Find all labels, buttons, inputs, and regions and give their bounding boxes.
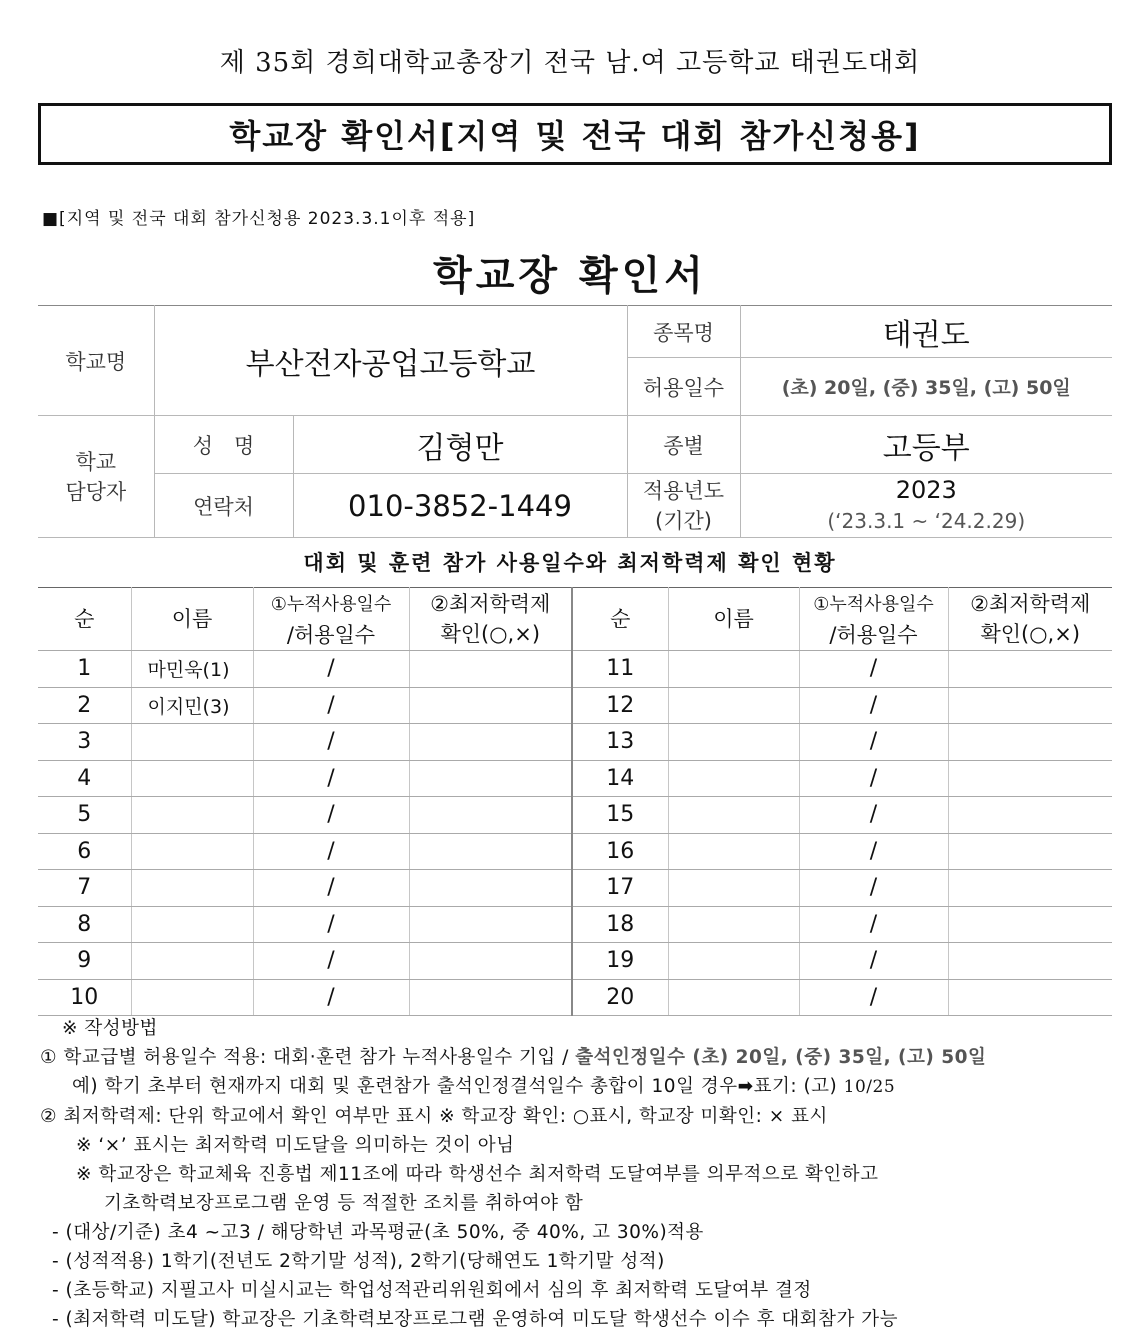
row-no-left: 1 xyxy=(38,651,131,688)
detail-4-text: - (최저학력 미도달) 학교장은 기초학력보장프로그램 운영하여 미도달 학생선수 이수 후 대회참가 가능 xyxy=(52,1309,899,1330)
col-check-left-line2: 확인(○,×) xyxy=(440,622,541,646)
event-title: 제 35회 경희대학교총장기 전국 남.여 고등학교 태권도대회 xyxy=(219,48,921,78)
row-days-left: / xyxy=(253,870,409,907)
year-label xyxy=(627,474,740,538)
row-no-left: 2 xyxy=(38,687,131,724)
col-days-left-line2: /허용일수 xyxy=(286,623,376,647)
contact-label: 연락처 xyxy=(154,474,293,538)
table-row xyxy=(38,906,1112,943)
row-days-right: / xyxy=(799,687,948,724)
row-check-right xyxy=(948,651,1112,688)
table-row xyxy=(38,687,1112,724)
note-2-sub-2-cont xyxy=(40,1189,1120,1218)
col-check-left xyxy=(409,588,572,651)
row-check-left xyxy=(409,687,572,724)
row-check-right xyxy=(948,760,1112,797)
table-row xyxy=(38,797,1112,834)
row-check-right xyxy=(948,724,1112,761)
sport-label: 종목명 xyxy=(627,306,740,358)
detail-1 xyxy=(40,1218,1120,1247)
row-days-left: / xyxy=(253,943,409,980)
table-row xyxy=(38,943,1112,980)
row-no-left: 4 xyxy=(38,760,131,797)
row-no-right: 20 xyxy=(572,979,668,1016)
col-check-right xyxy=(948,588,1112,651)
col-check-right-line2: 확인(○,×) xyxy=(980,622,1081,646)
row-name-right xyxy=(668,906,799,943)
row-check-right xyxy=(948,797,1112,834)
status-table xyxy=(38,587,1112,1016)
row-name-right xyxy=(668,833,799,870)
school-value: 부산전자공업고등학교 xyxy=(154,306,627,416)
row-check-left xyxy=(409,870,572,907)
row-days-right: / xyxy=(799,797,948,834)
division-label: 종별 xyxy=(627,416,740,474)
row-name-left xyxy=(131,979,253,1016)
note-1-example xyxy=(40,1072,1120,1102)
row-name-right xyxy=(668,760,799,797)
row-name-right xyxy=(668,979,799,1016)
sport-value: 태권도 xyxy=(740,306,1112,358)
info-table xyxy=(38,305,1112,538)
col-name-left: 이름 xyxy=(131,588,253,651)
row-days-left: / xyxy=(253,797,409,834)
year-cell xyxy=(740,474,1112,538)
table-row xyxy=(38,870,1112,907)
row-name-left xyxy=(131,943,253,980)
row-days-left: / xyxy=(253,651,409,688)
row-name-right xyxy=(668,651,799,688)
note-2-text: ② 최저학력제: 단위 학교에서 확인 여부만 표시 ※ 학교장 확인: ○표시, 학교장 미확인: × 표시 xyxy=(40,1106,828,1127)
status-heading: 대회 및 훈련 참가 사용일수와 최저학력제 확인 현황 xyxy=(303,551,837,575)
section-note: ■[지역 및 전국 대회 참가신청용 2023.3.1이후 적용] xyxy=(42,209,476,229)
row-check-left xyxy=(409,833,572,870)
detail-3-text: - (초등학교) 지필고사 미실시교는 학업성적관리위원회에서 심의 후 최저학력 도달여부 결정 xyxy=(52,1280,812,1301)
note-2-sub-1-text: ※ ‘×’ 표시는 최저학력 미도달을 의미하는 것이 아님 xyxy=(76,1135,515,1156)
status-header-row xyxy=(38,588,1112,651)
col-check-right-line1: ②최저학력제 xyxy=(970,592,1091,616)
row-no-right: 15 xyxy=(572,797,668,834)
row-days-left: / xyxy=(253,833,409,870)
allow-label: 허용일수 xyxy=(627,358,740,416)
row-check-left xyxy=(409,651,572,688)
row-check-right xyxy=(948,687,1112,724)
period-value: (‘23.3.1 ~ ‘24.2.29) xyxy=(827,509,1026,533)
col-days-right-line2: /허용일수 xyxy=(829,623,918,647)
note-1-mark-value: 10/25 xyxy=(843,1077,896,1097)
row-no-right: 13 xyxy=(572,724,668,761)
col-days-left xyxy=(253,588,409,651)
note-2-sub-2-text: ※ 학교장은 학교체육 진흥법 제11조에 따라 학생선수 최저학력 도달여부를 의무적으로 확인하고 xyxy=(76,1164,879,1185)
col-days-left-line1: ①누적사용일수 xyxy=(270,594,392,615)
row-check-left xyxy=(409,760,572,797)
row-no-left: 9 xyxy=(38,943,131,980)
row-days-left: / xyxy=(253,906,409,943)
detail-2 xyxy=(40,1247,1120,1276)
row-days-right: / xyxy=(799,943,948,980)
document-title: 학교장 확인서[지역 및 전국 대회 참가신청용] xyxy=(38,103,1112,165)
row-days-right: / xyxy=(799,833,948,870)
row-no-left: 5 xyxy=(38,797,131,834)
note-1-text: ① 학교급별 허용일수 적용: 대회·훈련 참가 누적사용일수 기입 / xyxy=(40,1047,576,1068)
row-days-right: / xyxy=(799,724,948,761)
row-days-right: / xyxy=(799,760,948,797)
row-no-left: 10 xyxy=(38,979,131,1016)
row-check-left xyxy=(409,906,572,943)
row-days-left: / xyxy=(253,979,409,1016)
row-no-left: 7 xyxy=(38,870,131,907)
row-check-right xyxy=(948,870,1112,907)
division-value: 고등부 xyxy=(740,416,1112,474)
name-value: 김형만 xyxy=(293,416,627,474)
detail-1-text: - (대상/기준) 초4 ~고3 / 해당학년 과목평균(초 50%, 중 40%, 고 30%)적용 xyxy=(52,1222,704,1243)
row-days-right: / xyxy=(799,870,948,907)
col-no-left: 순 xyxy=(38,588,131,651)
note-2 xyxy=(40,1102,1120,1131)
row-check-left xyxy=(409,979,572,1016)
row-name-left: 이지민(3) xyxy=(131,687,253,724)
row-name-left xyxy=(131,870,253,907)
row-name-left xyxy=(131,797,253,834)
table-row xyxy=(38,760,1112,797)
school-label: 학교명 xyxy=(38,306,154,416)
row-no-right: 19 xyxy=(572,943,668,980)
row-days-left: / xyxy=(253,724,409,761)
row-days-left: / xyxy=(253,760,409,797)
col-name-right: 이름 xyxy=(668,588,799,651)
row-check-right xyxy=(948,979,1112,1016)
col-days-right xyxy=(799,588,948,651)
allow-value: (초) 20일, (중) 35일, (고) 50일 xyxy=(740,358,1112,416)
row-no-right: 14 xyxy=(572,760,668,797)
row-name-right xyxy=(668,797,799,834)
table-row xyxy=(38,979,1112,1016)
row-name-right xyxy=(668,870,799,907)
row-name-left: 마민욱(1) xyxy=(131,651,253,688)
right-arrow-icon: ➡ xyxy=(737,1076,754,1097)
note-2-sub-2 xyxy=(40,1160,1120,1189)
notes-title-text: ※ 작성방법 xyxy=(62,1018,158,1039)
detail-2-text: - (성적적용) 1학기(전년도 2학기말 성적), 2학기(당해연도 1학기말 성적) xyxy=(52,1251,665,1272)
note-1 xyxy=(40,1043,1120,1072)
year-value: 2023 xyxy=(895,476,957,504)
row-name-right xyxy=(668,687,799,724)
manager-label-line1: 학교 xyxy=(75,449,117,474)
manager-label xyxy=(38,416,154,538)
contact-value: 010-3852-1449 xyxy=(293,474,627,538)
detail-3 xyxy=(40,1276,1120,1305)
row-no-right: 11 xyxy=(572,651,668,688)
manager-label-line2: 담당자 xyxy=(65,479,127,504)
row-name-left xyxy=(131,724,253,761)
table-row xyxy=(38,724,1112,761)
row-name-left xyxy=(131,833,253,870)
row-check-right xyxy=(948,906,1112,943)
row-no-left: 3 xyxy=(38,724,131,761)
row-name-left xyxy=(131,760,253,797)
name-label: 성 명 xyxy=(154,416,293,474)
row-check-right xyxy=(948,833,1112,870)
row-no-right: 12 xyxy=(572,687,668,724)
detail-4 xyxy=(40,1305,1120,1334)
note-1-example-text: 예) 학기 초부터 현재까지 대회 및 훈련참가 출석인정결석일수 총합이 10일 경우 xyxy=(72,1076,738,1097)
notes-title xyxy=(40,1014,1120,1043)
instructions xyxy=(40,1014,1120,1334)
col-check-left-line1: ②최저학력제 xyxy=(430,592,551,616)
row-days-left: / xyxy=(253,687,409,724)
table-row xyxy=(38,651,1112,688)
row-name-left xyxy=(131,906,253,943)
row-check-left xyxy=(409,797,572,834)
row-no-left: 8 xyxy=(38,906,131,943)
row-no-left: 6 xyxy=(38,833,131,870)
note-2-sub-2-cont-text: 기초학력보장프로그램 운영 등 적절한 조치를 취하여야 함 xyxy=(104,1193,584,1214)
row-name-right xyxy=(668,943,799,980)
row-days-right: / xyxy=(799,979,948,1016)
note-1-mark: 표기: (고) xyxy=(753,1076,838,1097)
col-no-right: 순 xyxy=(572,588,668,651)
year-label-line1: 적용년도 xyxy=(642,478,725,503)
row-no-right: 17 xyxy=(572,870,668,907)
row-no-right: 18 xyxy=(572,906,668,943)
row-name-right xyxy=(668,724,799,761)
row-days-right: / xyxy=(799,651,948,688)
form-title: 학교장 확인서 xyxy=(433,253,707,299)
row-check-left xyxy=(409,943,572,980)
note-1-highlight: 출석인정일수 (초) 20일, (중) 35일, (고) 50일 xyxy=(575,1047,987,1068)
col-days-right-line1: ①누적사용일수 xyxy=(813,594,934,615)
table-row xyxy=(38,833,1112,870)
row-check-right xyxy=(948,943,1112,980)
year-label-line2: (기간) xyxy=(655,508,712,533)
row-no-right: 16 xyxy=(572,833,668,870)
note-2-sub-1 xyxy=(40,1131,1120,1160)
row-days-right: / xyxy=(799,906,948,943)
row-check-left xyxy=(409,724,572,761)
